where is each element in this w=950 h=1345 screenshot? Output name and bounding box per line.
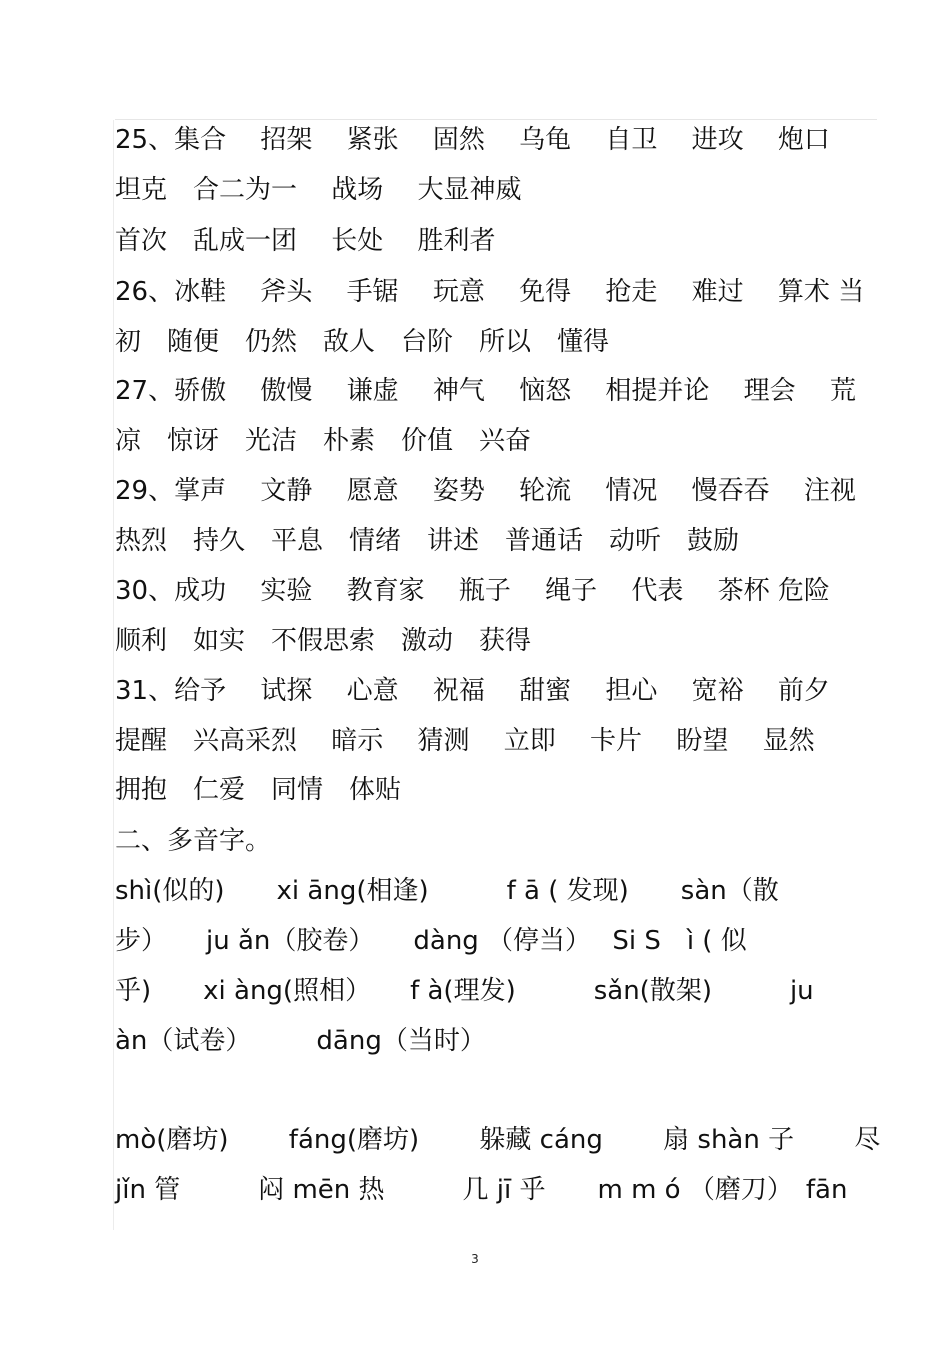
text-line-31-a: 31、给予 试探 心意 祝福 甜蜜 担心 宽裕 前夕 — [115, 676, 830, 706]
text-line-27-b: 凉 惊讶 光洁 朴素 价值 兴奋 — [115, 426, 532, 456]
text-line-31-c: 拥抱 仁爱 同情 体贴 — [115, 775, 402, 805]
text-line-25-b: 坦克 合二为一 战场 大显神威 — [115, 175, 522, 205]
pinyin-line-4: àn（试卷） dāng（当时） — [115, 1026, 486, 1056]
pinyin-line-3: 乎) xi àng(照相） f à(理发) sǎn(散架) ju — [115, 976, 814, 1006]
pinyin-line-1: shì(似的) xi āng(相逢) f ā ( 发现) sàn（散 — [115, 876, 779, 906]
text-line-26-a: 26、冰鞋 斧头 手锯 玩意 免得 抢走 难过 算术 当 — [115, 277, 865, 307]
text-line-30-a: 30、成功 实验 教育家 瓶子 绳子 代表 茶杯 危险 — [115, 576, 830, 606]
section-heading-polyphonic: 二、多音字。 — [115, 826, 272, 856]
text-line-25-a: 25、集合 招架 紧张 固然 乌龟 自卫 进攻 炮口 — [115, 125, 830, 155]
text-line-29-b: 热烈 持久 平息 情绪 讲述 普通话 动听 鼓励 — [115, 526, 740, 556]
pinyin-line-6: jǐn 管 闷 mēn 热 几 jī 乎 m m ó （磨刀） fān — [115, 1175, 848, 1205]
text-line-30-b: 顺利 如实 不假思索 激动 获得 — [115, 626, 532, 656]
text-line-25-c: 首次 乱成一团 长处 胜利者 — [115, 226, 496, 256]
pinyin-line-5: mò(磨坊) fáng(磨坊) 躲藏 cáng 扇 shàn 子 尽 — [115, 1125, 881, 1155]
text-line-29-a: 29、掌声 文静 愿意 姿势 轮流 情况 慢吞吞 注视 — [115, 476, 856, 506]
text-line-31-b: 提醒 兴高采烈 暗示 猜测 立即 卡片 盼望 显然 — [115, 726, 815, 756]
pinyin-line-2: 步） ju ǎn（胶卷） dàng （停当） Si S ì ( 似 — [115, 926, 747, 956]
text-line-26-b: 初 随便 仍然 敌人 台阶 所以 懂得 — [115, 327, 610, 357]
page-number: 3 — [471, 1252, 479, 1266]
margin-rule — [113, 120, 114, 1230]
text-line-27-a: 27、骄傲 傲慢 谦虚 神气 恼怒 相提并论 理会 荒 — [115, 376, 856, 406]
